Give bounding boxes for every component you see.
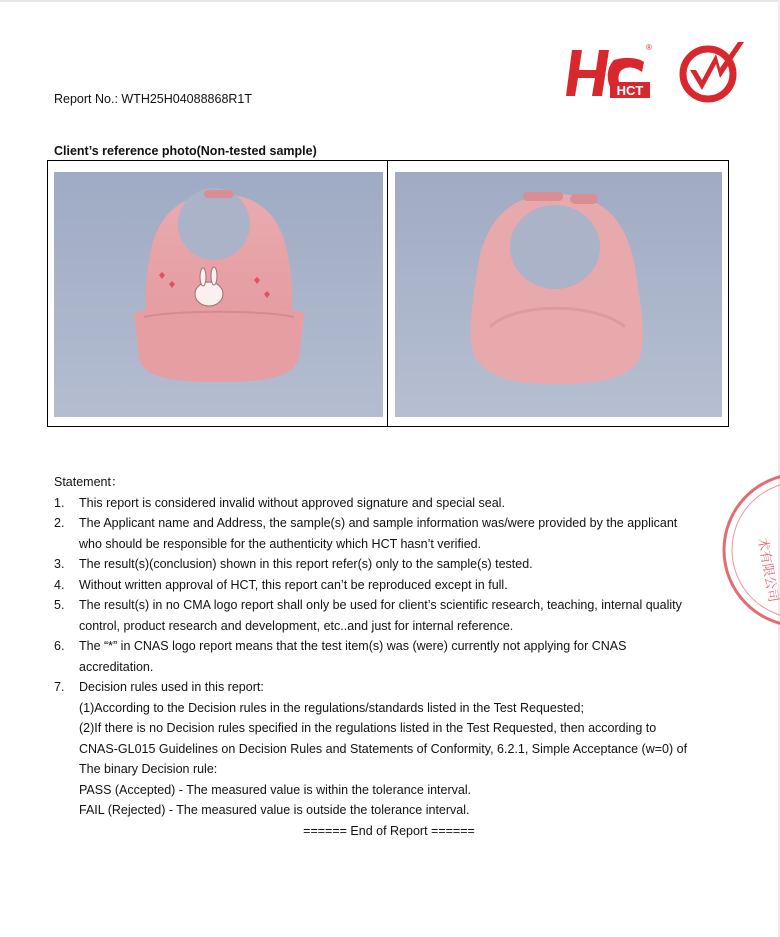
hct-logo-text: HCT [616, 83, 644, 98]
statement-item-number: 2. [54, 516, 65, 530]
statement-item-number: 6. [54, 639, 65, 653]
photo-table [47, 160, 729, 427]
statement-item [54, 595, 734, 636]
statement-item-text: The result(s) in no CMA logo report shall only be used for client’s scientific research, teaching, internal quality [79, 598, 682, 612]
statement-item-number: 5. [54, 598, 65, 612]
company-seal [720, 470, 780, 630]
statement-item-text: PASS (Accepted) - The measured value is within the tolerance interval. [79, 782, 472, 797]
statement-item-number: 4. [54, 577, 65, 592]
statement-heading: Statement： [54, 475, 124, 489]
statement-item-text: CNAS-GL015 Guidelines on Decision Rules and Statements of Conformity, 6.2.1, Simple Acceptance (w=0) of [79, 741, 688, 756]
statement-item-text: Without written approval of HCT, this report can’t be reproduced except in full. [79, 577, 508, 592]
statement-item [54, 636, 734, 677]
photo-section-title: Client’s reference photo(Non-tested sample) [54, 144, 317, 158]
statement-item-text: Decision rules used in this report: [79, 680, 264, 694]
bib-back-photo [395, 172, 722, 417]
statement-item-number: 7. [54, 680, 65, 694]
report-number: Report No.: WTH25H04088868R1T [54, 92, 253, 106]
statement-item-text: This report is considered invalid without approved signature and special seal. [79, 495, 505, 510]
end-of-report: ====== End of Report ====== [303, 823, 475, 838]
statement-item [54, 554, 734, 575]
statement-item-text: accreditation. [79, 659, 154, 674]
statement-item-text: The “*” in CNAS logo report means that the test item(s) was (were) currently not applying for CNAS [79, 639, 627, 653]
statement-item-number: 1. [54, 495, 65, 510]
svg-text:®: ® [646, 43, 652, 52]
statement-section [54, 472, 734, 841]
hct-logo [566, 42, 652, 100]
statement-item-text: (1)According to the Decision rules in the regulations/standards listed in the Test Requested; [79, 700, 584, 715]
statement-item [54, 575, 734, 596]
certification-check-logo [676, 40, 748, 104]
statement-item [54, 677, 734, 821]
statement-item [54, 513, 734, 554]
photo-table-divider [387, 161, 388, 426]
bib-front-photo [54, 172, 383, 417]
statement-item-text: The Applicant name and Address, the sample(s) and sample information was/were provided by the applicant [79, 516, 678, 530]
statement-item-text: who should be responsible for the authenticity which HCT hasn’t verified. [79, 536, 482, 551]
statement-list [54, 493, 734, 821]
statement-item-number: 3. [54, 557, 65, 571]
statement-item-text: FAIL (Rejected) - The measured value is outside the tolerance interval. [79, 803, 470, 817]
seal-text: 术有限公司 [754, 536, 780, 604]
page-top-edge [0, 0, 780, 2]
statement-item-text: The binary Decision rule: [79, 762, 218, 776]
statement-item [54, 493, 734, 514]
statement-item-text: The result(s)(conclusion) shown in this report refer(s) only to the sample(s) tested. [79, 557, 533, 571]
statement-item-text: (2)If there is no Decision rules specified in the regulations listed in the Test Requested, then according to [79, 721, 657, 735]
statement-item-text: control, product research and development, etc..and just for internal reference. [79, 618, 514, 633]
